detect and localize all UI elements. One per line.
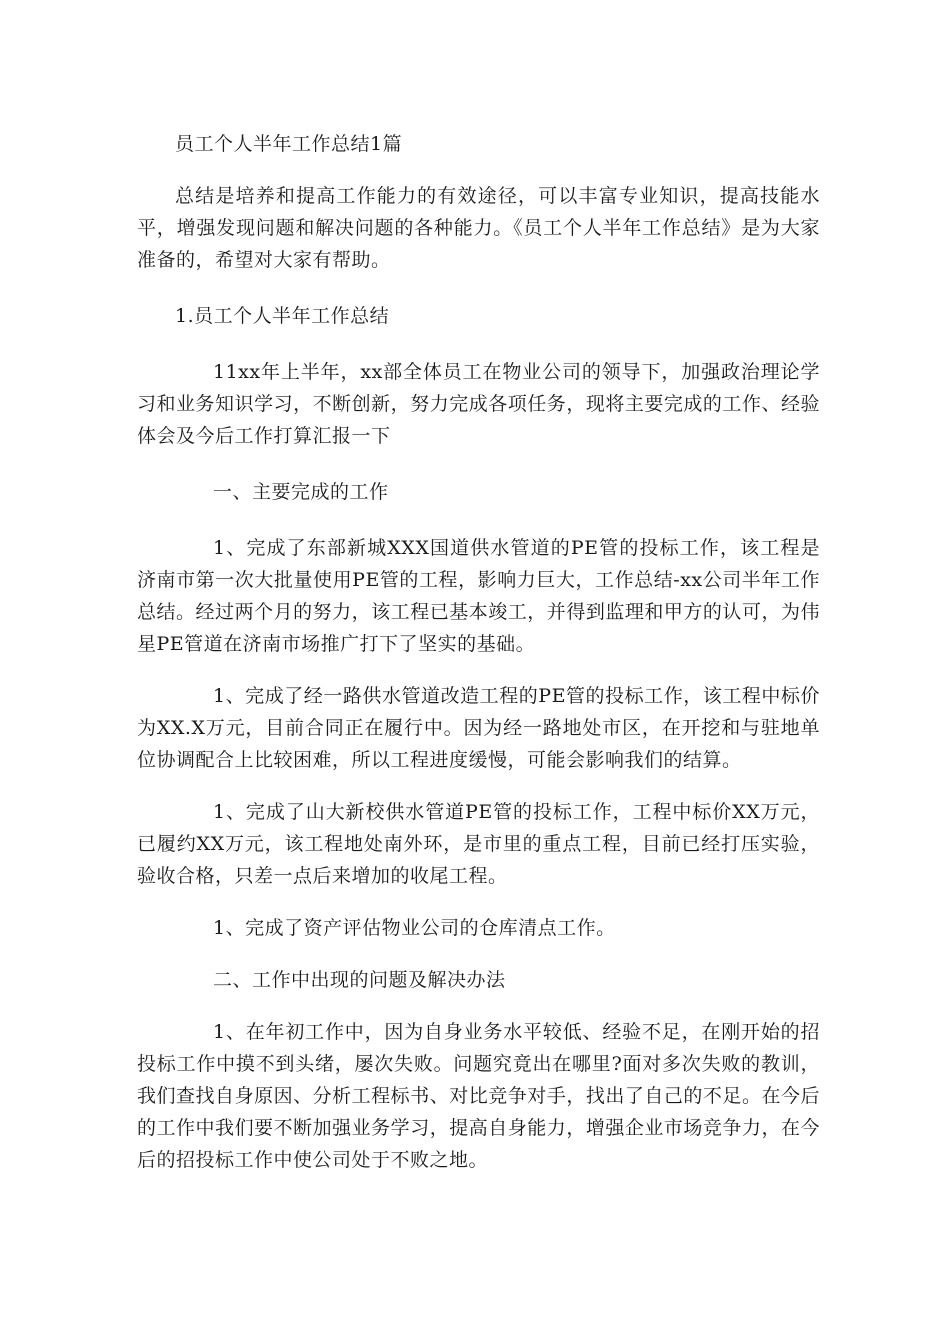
list-item: 1、完成了东部新城XXX国道供水管道的PE管的投标工作，该工程是济南市第一次大批量使用PE管的工程，影响力巨大，工作总结-xx公司半年工作总结。经过两个月的努力，该工程已基本竣工，并得到监理和甲方的认可，为伟星PE管道在济南市场推广打下了坚实的基础。	[137, 537, 820, 655]
list-item: 1、完成了山大新校供水管道PE管的投标工作，工程中标价XX万元，已履约XX万元，该工程地处南外环，是市里的重点工程，目前已经打压实验，验收合格，只差一点后来增加的收尾工程。	[137, 801, 820, 887]
section-intro-paragraph: 11xx年上半年，xx部全体员工在物业公司的领导下，加强政治理论学习和业务知识学习，不断创新，努力完成各项任务，现将主要完成的工作、经验体会及今后工作打算汇报一下	[137, 361, 820, 447]
list-item: 1、完成了经一路供水管道改造工程的PE管的投标工作，该工程中标价为XX.X万元，目前合同正在履行中。因为经一路地处市区，在开挖和与驻地单位协调配合上比较困难，所以工程进度缓慢，可能会影响我们的结算。	[137, 685, 820, 771]
part-heading-completed-work: 一、主要完成的工作	[213, 481, 389, 503]
list-item: 1、完成了资产评估物业公司的仓库清点工作。	[213, 917, 616, 939]
document-title: 员工个人半年工作总结1篇	[175, 133, 403, 155]
document-page	[137, 128, 820, 1176]
section-heading: 1.员工个人半年工作总结	[175, 305, 390, 327]
list-item: 1、在年初工作中，因为自身业务水平较低、经验不足，在刚开始的招投标工作中摸不到头绪，屡次失败。问题究竟出在哪里?面对多次失败的教训，我们查找自身原因、分析工程标书、对比竞争对手，找出了自己的不足。在今后的工作中我们要不断加强业务学习，提高自身能力，增强企业市场竞争力，在今后的招投标工作中使公司处于不败之地。	[137, 1021, 820, 1171]
part-heading-problems: 二、工作中出现的问题及解决办法	[213, 969, 506, 991]
intro-paragraph: 总结是培养和提高工作能力的有效途径，可以丰富专业知识，提高技能水平，增强发现问题和解决问题的各种能力。《员工个人半年工作总结》是为大家准备的，希望对大家有帮助。	[137, 185, 820, 271]
